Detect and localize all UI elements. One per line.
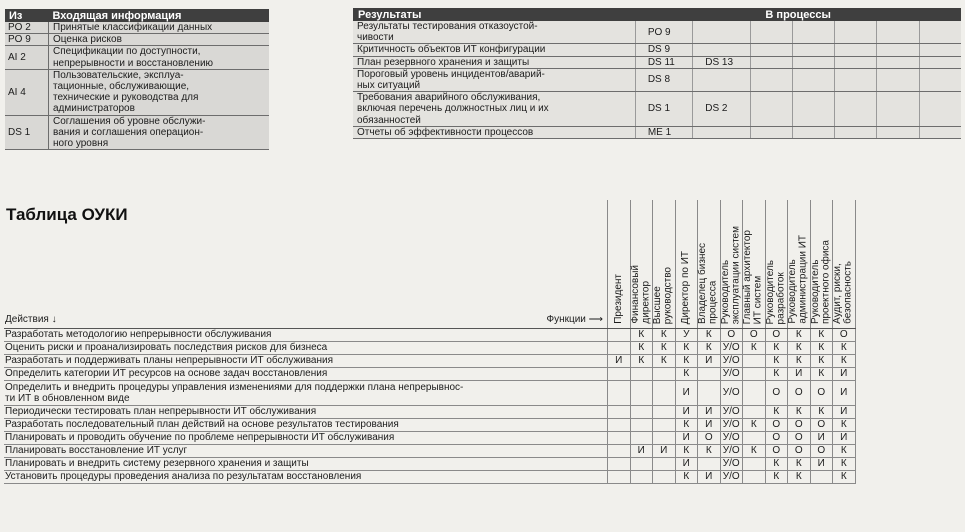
- results-empty-cell: [919, 21, 961, 44]
- results-empty-cell: [835, 21, 877, 44]
- results-empty-cell: [835, 92, 877, 127]
- inputs-from-cell: AI 2: [5, 46, 49, 69]
- raci-value: О: [810, 445, 833, 458]
- raci-value: К: [788, 342, 811, 355]
- results-desc-cell: План резервного хранения и защиты: [353, 56, 635, 68]
- results-body: [353, 21, 961, 139]
- function-header-cell: [720, 200, 743, 329]
- raci-value: К: [630, 355, 653, 368]
- raci-value: У/О: [720, 432, 743, 445]
- raci-value: О: [698, 432, 721, 445]
- raci-value: И: [833, 381, 856, 406]
- function-label: Руководитель администрации ИТ: [787, 235, 809, 324]
- raci-value: К: [810, 329, 833, 342]
- inputs-body: [5, 22, 269, 150]
- raci-row: [4, 406, 855, 419]
- results-empty-cell: [877, 44, 919, 56]
- function-header-cell: [653, 200, 676, 329]
- raci-value: [653, 419, 676, 432]
- raci-value: У/О: [720, 381, 743, 406]
- raci-value: О: [788, 445, 811, 458]
- raci-action: Планировать и проводить обучение по проблеме непрерывности ИТ обслуживания: [4, 432, 608, 445]
- raci-value: К: [833, 471, 856, 484]
- results-process-code: DS 2: [693, 92, 750, 127]
- raci-value: [608, 458, 631, 471]
- raci-value: [653, 406, 676, 419]
- raci-value: И: [833, 406, 856, 419]
- raci-value: И: [833, 432, 856, 445]
- results-process-code: ME 1: [635, 126, 692, 138]
- raci-value: И: [698, 406, 721, 419]
- raci-value: К: [675, 445, 698, 458]
- raci-value: [608, 406, 631, 419]
- results-empty-cell: [750, 68, 792, 91]
- results-header-to: В процессы: [635, 8, 961, 21]
- raci-value: И: [653, 445, 676, 458]
- function-label: Руководитель эксплуатации систем: [719, 225, 742, 324]
- inputs-info-cell: Оценка рисков: [49, 34, 270, 46]
- results-header-row: [353, 8, 961, 21]
- raci-value: У/О: [720, 458, 743, 471]
- raci-action: Разработать методологию непрерывности обслуживания: [4, 329, 608, 342]
- raci-value: К: [675, 471, 698, 484]
- results-process-code: DS 11: [635, 56, 692, 68]
- raci-header-row: [4, 200, 855, 329]
- raci-value: [743, 471, 766, 484]
- results-empty-cell: [750, 126, 792, 138]
- raci-value: [608, 329, 631, 342]
- raci-title: Таблица ОУКИ: [6, 205, 128, 224]
- raci-value: У/О: [720, 355, 743, 368]
- raci-value: И: [630, 445, 653, 458]
- raci-value: [608, 381, 631, 406]
- function-header-cell: [675, 200, 698, 329]
- inputs-row: [5, 115, 269, 150]
- raci-value: [630, 458, 653, 471]
- raci-value: К: [675, 355, 698, 368]
- raci-action: Разработать и поддерживать планы непрерывности ИТ обслуживания: [4, 355, 608, 368]
- raci-value: К: [788, 406, 811, 419]
- raci-value: К: [630, 342, 653, 355]
- results-desc-cell: Требования аварийного обслуживания, включая перечень должностных лиц и их обязанностей: [353, 92, 635, 127]
- raci-action: Определить категории ИТ ресурсов на основе задач восстановления: [4, 368, 608, 381]
- raci-value: О: [765, 445, 788, 458]
- results-empty-cell: [877, 92, 919, 127]
- raci-value: К: [743, 342, 766, 355]
- raci-row: [4, 419, 855, 432]
- raci-value: У/О: [720, 471, 743, 484]
- raci-value: [608, 445, 631, 458]
- results-empty-cell: [750, 92, 792, 127]
- raci-value: И: [833, 368, 856, 381]
- raci-value: [653, 368, 676, 381]
- raci-value: [608, 342, 631, 355]
- raci-value: О: [765, 419, 788, 432]
- raci-value: К: [833, 458, 856, 471]
- results-empty-cell: [919, 68, 961, 91]
- raci-action: Периодически тестировать план непрерывности ИТ обслуживания: [4, 406, 608, 419]
- inputs-row: [5, 69, 269, 115]
- raci-value: [630, 381, 653, 406]
- results-desc-cell: Результаты тестирования отказоустой- чивости: [353, 21, 635, 44]
- raci-value: О: [810, 419, 833, 432]
- results-row: [353, 92, 961, 127]
- raci-value: И: [675, 432, 698, 445]
- raci-value: [630, 419, 653, 432]
- results-empty-cell: [877, 68, 919, 91]
- results-empty-cell: [835, 68, 877, 91]
- inputs-row: [5, 46, 269, 69]
- raci-action: Планировать восстановление ИТ услуг: [4, 445, 608, 458]
- results-header-results: Результаты: [353, 8, 635, 21]
- raci-row: [4, 445, 855, 458]
- inputs-info-cell: Соглашения об уровне обслужи- вания и соглашения операцион- ного уровня: [49, 115, 270, 150]
- raci-value: И: [698, 419, 721, 432]
- raci-action: Разработать последовательный план действий на основе результатов тестирования: [4, 419, 608, 432]
- raci-value: К: [810, 368, 833, 381]
- raci-value: К: [833, 342, 856, 355]
- results-empty-cell: [792, 68, 834, 91]
- raci-value: К: [788, 471, 811, 484]
- function-label: Руководитель проектного офиса: [809, 240, 832, 324]
- function-label: Директор по ИТ: [680, 250, 691, 324]
- raci-value: И: [675, 381, 698, 406]
- raci-value: И: [810, 458, 833, 471]
- function-header-cell: [698, 200, 721, 329]
- function-header-cell: [765, 200, 788, 329]
- raci-value: К: [675, 419, 698, 432]
- raci-value: [743, 432, 766, 445]
- raci-value: У/О: [720, 419, 743, 432]
- raci-value: [653, 432, 676, 445]
- raci-value: [810, 471, 833, 484]
- results-empty-cell: [919, 56, 961, 68]
- raci-value: [630, 368, 653, 381]
- raci-value: О: [765, 432, 788, 445]
- results-empty-cell: [750, 21, 792, 44]
- raci-value: [630, 471, 653, 484]
- raci-action: Определить и внедрить процедуры управления изменениями для поддержки плана непрерывнос- ти ИТ в обновленном виде: [4, 381, 608, 406]
- raci-value: [653, 381, 676, 406]
- raci-value: У/О: [720, 445, 743, 458]
- results-empty-cell: [792, 21, 834, 44]
- results-process-code: DS 1: [635, 92, 692, 127]
- raci-row: [4, 471, 855, 484]
- raci-value: [698, 381, 721, 406]
- inputs-from-cell: AI 4: [5, 69, 49, 115]
- inputs-from-cell: DS 1: [5, 115, 49, 150]
- function-label: Главный архитектор ИТ систем: [742, 229, 764, 324]
- results-process-code: DS 9: [635, 44, 692, 56]
- raci-value: К: [765, 471, 788, 484]
- results-empty-cell: [792, 92, 834, 127]
- results-empty-cell: [919, 126, 961, 138]
- raci-value: К: [788, 355, 811, 368]
- raci-body: [4, 200, 855, 484]
- function-header-cell: [788, 200, 811, 329]
- inputs-row: [5, 34, 269, 46]
- raci-value: К: [788, 458, 811, 471]
- raci-row: [4, 458, 855, 471]
- raci-value: [608, 419, 631, 432]
- raci-value: К: [675, 368, 698, 381]
- results-desc-cell: Пороговый уровень инцидентов/аварий- ных ситуаций: [353, 68, 635, 91]
- raci-value: [743, 355, 766, 368]
- results-empty-cell: [835, 126, 877, 138]
- raci-value: [608, 471, 631, 484]
- function-label: Владелец бизнес процесса: [697, 242, 719, 324]
- results-process-code: DS 8: [635, 68, 692, 91]
- inputs-info-cell: Пользовательские, эксплуа- тационные, обслуживающие, технические и руководства для администраторов: [49, 69, 270, 115]
- results-row: [353, 126, 961, 138]
- results-empty-cell: [792, 126, 834, 138]
- results-empty-cell: [919, 92, 961, 127]
- function-header-cell: [608, 200, 631, 329]
- raci-value: О: [833, 329, 856, 342]
- raci-value: [653, 471, 676, 484]
- results-empty-cell: [835, 44, 877, 56]
- raci-row: [4, 432, 855, 445]
- raci-value: К: [765, 406, 788, 419]
- results-desc-cell: Отчеты об эффективности процессов: [353, 126, 635, 138]
- raci-value: И: [675, 458, 698, 471]
- raci-header-corner: [4, 200, 608, 329]
- raci-value: О: [743, 329, 766, 342]
- results-desc-cell: Критичность объектов ИТ конфигурации: [353, 44, 635, 56]
- inputs-header-info: Входящая информация: [49, 9, 270, 22]
- function-label: Финансовый директор: [629, 265, 652, 324]
- raci-action: Планировать и внедрить систему резервного хранения и защиты: [4, 458, 608, 471]
- raci-value: К: [833, 419, 856, 432]
- results-empty-cell: [919, 44, 961, 56]
- raci-value: К: [788, 329, 811, 342]
- raci-value: [630, 406, 653, 419]
- raci-value: О: [788, 419, 811, 432]
- inputs-row: [5, 22, 269, 34]
- raci-value: К: [698, 342, 721, 355]
- results-empty-cell: [750, 56, 792, 68]
- raci-value: О: [765, 329, 788, 342]
- results-empty-cell: [877, 126, 919, 138]
- results-process-code: [693, 126, 750, 138]
- results-process-code: [693, 21, 750, 44]
- raci-value: К: [653, 329, 676, 342]
- raci-row: [4, 381, 855, 406]
- raci-value: И: [698, 471, 721, 484]
- results-process-code: [693, 68, 750, 91]
- raci-value: [608, 368, 631, 381]
- raci-value: И: [675, 406, 698, 419]
- raci-value: К: [743, 445, 766, 458]
- raci-value: К: [653, 342, 676, 355]
- raci-value: К: [698, 445, 721, 458]
- raci-value: О: [788, 432, 811, 445]
- function-label: Президент: [612, 274, 624, 324]
- function-header-cell: [833, 200, 856, 329]
- function-label: Руководитель разработок: [764, 259, 787, 324]
- raci-value: [743, 368, 766, 381]
- raci-value: И: [810, 432, 833, 445]
- raci-value: У/О: [720, 368, 743, 381]
- results-empty-cell: [792, 56, 834, 68]
- raci-row: [4, 355, 855, 368]
- raci-value: О: [788, 381, 811, 406]
- results-empty-cell: [877, 21, 919, 44]
- results-process-code: PO 9: [635, 21, 692, 44]
- raci-row: [4, 368, 855, 381]
- raci-value: О: [720, 329, 743, 342]
- raci-action: Установить процедуры проведения анализа по результатам восстановления: [4, 471, 608, 484]
- raci-value: К: [630, 329, 653, 342]
- raci-value: К: [765, 458, 788, 471]
- actions-label: Действия ↓: [5, 314, 57, 325]
- raci-value: К: [833, 445, 856, 458]
- inputs-header-from: Из: [5, 9, 49, 22]
- raci-value: К: [675, 342, 698, 355]
- raci-value: [743, 458, 766, 471]
- inputs-info-cell: Принятые классификации данных: [49, 22, 270, 34]
- results-row: [353, 44, 961, 56]
- raci-value: [698, 368, 721, 381]
- raci-value: У/О: [720, 342, 743, 355]
- raci-value: И: [788, 368, 811, 381]
- function-header-cell: [630, 200, 653, 329]
- raci-action: Оценить риски и проанализировать последствия рисков для бизнеса: [4, 342, 608, 355]
- results-process-code: DS 13: [693, 56, 750, 68]
- results-row: [353, 56, 961, 68]
- results-row: [353, 68, 961, 91]
- results-empty-cell: [750, 44, 792, 56]
- raci-value: К: [810, 355, 833, 368]
- raci-value: О: [810, 381, 833, 406]
- inputs-header-row: [5, 9, 269, 22]
- raci-value: К: [833, 355, 856, 368]
- results-empty-cell: [835, 56, 877, 68]
- results-process-code: [693, 44, 750, 56]
- inputs-from-cell: PO 2: [5, 22, 49, 34]
- raci-value: К: [698, 329, 721, 342]
- inputs-from-cell: PO 9: [5, 34, 49, 46]
- raci-value: [608, 432, 631, 445]
- results-table: [353, 8, 961, 139]
- raci-value: К: [765, 355, 788, 368]
- functions-label: Функции ⟶: [546, 314, 603, 325]
- raci-value: [743, 406, 766, 419]
- raci-row: [4, 329, 855, 342]
- raci-value: У: [675, 329, 698, 342]
- raci-value: [698, 458, 721, 471]
- raci-table: [4, 200, 856, 484]
- raci-value: К: [810, 342, 833, 355]
- raci-value: [653, 458, 676, 471]
- function-label: Высшее руководство: [652, 266, 674, 324]
- raci-value: У/О: [720, 406, 743, 419]
- raci-value: [743, 381, 766, 406]
- inputs-table: [5, 9, 269, 150]
- raci-value: К: [810, 406, 833, 419]
- inputs-info-cell: Спецификации по доступности, непрерывности и восстановлению: [49, 46, 270, 69]
- raci-value: К: [653, 355, 676, 368]
- function-header-cell: [743, 200, 766, 329]
- results-empty-cell: [792, 44, 834, 56]
- function-label: Аудит, риски, безопасность: [832, 261, 854, 324]
- raci-value: [630, 432, 653, 445]
- raci-value: К: [743, 419, 766, 432]
- raci-value: К: [765, 342, 788, 355]
- results-empty-cell: [877, 56, 919, 68]
- raci-value: И: [698, 355, 721, 368]
- function-header-cell: [810, 200, 833, 329]
- raci-value: О: [765, 381, 788, 406]
- raci-value: К: [765, 368, 788, 381]
- results-row: [353, 21, 961, 44]
- raci-value: И: [608, 355, 631, 368]
- raci-row: [4, 342, 855, 355]
